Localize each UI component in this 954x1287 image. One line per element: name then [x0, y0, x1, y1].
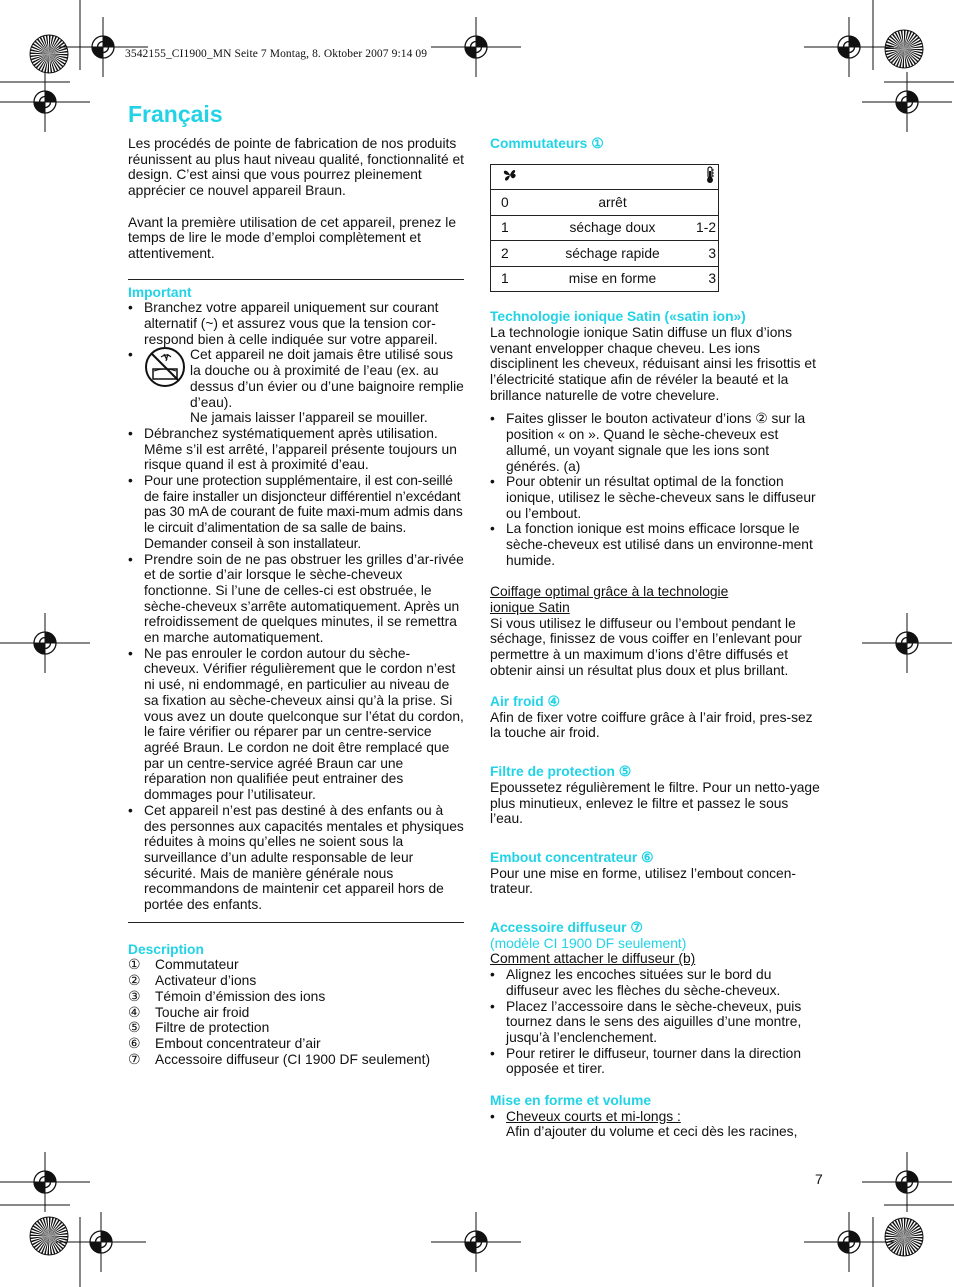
nozzle-heading: Embout concentrateur ⑥: [490, 849, 654, 865]
registration-target: [804, 1212, 894, 1272]
styling-heading: Mise en forme et volume: [490, 1092, 652, 1108]
description-item: ⑥ Embout concentrateur d’air: [128, 1035, 321, 1051]
styling-item-label: Cheveux courts et mi-longs :: [506, 1108, 681, 1124]
starburst-mark: [885, 1218, 923, 1256]
coiffage-paragraph: Si vous utilisez le diffuseur ou l’embout pendant le séchage, finissez de vous coiffer en l’enlevant pour permettre à un maximum d’ions d’être diffusés et obtenir ainsi un résultat plus doux et plus brillant.: [490, 615, 802, 678]
cold-air-heading: Air froid ④: [490, 694, 560, 710]
page-number: 7: [815, 1171, 823, 1187]
section-divider: [128, 279, 464, 280]
ion-list: [490, 411, 824, 568]
right-column: [490, 136, 824, 1140]
starburst-mark: [885, 30, 923, 68]
list-item: • Pour une protection supplémentaire, il est con-seillé de faire installer un disjoncteur différentiel n’excédant pas 30 mA de courant de fuite maxi-mum admis dans le circuit d’alimentation de sa salle de bains. Demander conseil à son installateur.: [128, 473, 464, 552]
diffuser-list: [490, 967, 824, 1077]
diffuser-heading: Accessoire diffuseur ⑦: [490, 920, 643, 936]
description-item: ⑦ Accessoire diffuseur (CI 1900 DF seulement): [128, 1051, 431, 1067]
list-item: • Alignez les encoches situées sur le bord du diffuseur avec les flèches du sèche-cheveux.: [490, 967, 824, 998]
ion-heading: Technologie ionique Satin («satin ion»): [490, 309, 746, 325]
registration-target: [431, 17, 521, 77]
list-item: • Cet appareil n’est pas destiné à des enfants ou à des personnes aux capacités mentales et physiques réduites à moins qu’elles ne soient sous la surveillance d’un adulte responsable de leur sécurité. Mais de manière générale nous recommandons de maintenir cet appareil hors de portée des enfants.: [128, 803, 464, 913]
important-list: [128, 300, 464, 912]
water-warning-note: Ne jamais laisser l’appareil se mouiller.: [190, 410, 428, 426]
switch-table-header: [491, 164, 719, 190]
list-item: • La fonction ionique est moins efficace lorsque le sèche-cheveux est utilisé dans un environne-ment humide.: [490, 521, 824, 568]
no-water-warning-icon: [144, 345, 188, 391]
description-item: ③ Témoin d’émission des ions: [128, 988, 326, 1004]
description-item: ④ Touche air froid: [128, 1004, 250, 1020]
switch-row: 1 séchage doux 1-2: [491, 215, 719, 241]
left-column: [128, 136, 464, 1067]
nozzle-paragraph: Pour une mise en forme, utilisez l’embout concen-trateur.: [490, 865, 796, 897]
description-item: ① Commutateur: [128, 957, 239, 973]
starburst-mark: [30, 1217, 68, 1255]
ion-paragraph: La technologie ionique Satin diffuse un flux d’ions venant envelopper chaque cheveu. Les ions disciplinent les cheveux, réduisant ainsi les frisottis et l’électricité statique afin de révéler la beauté et la brillance naturelle de votre chevelure.: [490, 324, 816, 403]
intro-paragraph-2: Avant la première utilisation de cet appareil, prenez le temps de lire le mode d’emploi complètement et attentivement.: [128, 214, 456, 261]
description-list: [128, 957, 464, 1067]
filter-paragraph: Epoussetez régulièrement le filtre. Pour un netto-yage plus minutieux, enlevez le filtre et passez le sous l’eau.: [490, 779, 820, 827]
filter-heading: Filtre de protection ⑤: [490, 764, 632, 780]
print-header: 3542155_CI1900_MN Seite 7 Montag, 8. Oktober 2007 9:14 09: [125, 48, 428, 60]
registration-target: [0, 72, 90, 132]
starburst-mark: [30, 35, 68, 73]
intro-paragraph-1: Les procédés de pointe de fabrication de nos produits réunissent au plus haut niveau qualité, fonctionnalité et design. C’est ainsi que vous pourrez pleinement apprécier ce nouvel appareil Braun.: [128, 136, 464, 199]
switch-row: 1 mise en forme 3: [491, 266, 719, 292]
switch-heading: Commutateurs ①: [490, 136, 604, 151]
list-item: • Ne pas enrouler le cordon autour du sèche-cheveux. Vérifier régulièrement que le cordon n’est ni usé, ni endommagé, en particulier au niveau de sa fixation au sèche-cheveux ainsi qu’à la prise. Si vous avez un doute quelconque sur l’état du cordon, le faire vérifier ou réparer par un centre-service agréé Braun. Le cordon ne doit être remplacé que par un centre-service agréé Braun car une réparation non qualifiée peut entrainer des dommages pour l’utilisateur.: [128, 646, 464, 803]
registration-target: [0, 613, 90, 673]
list-item: [490, 1109, 824, 1140]
switch-row: 0 arrêt: [491, 190, 719, 216]
coiffage-heading: Coiffage optimal grâce à la technologie ionique Satin: [490, 584, 729, 615]
switch-table: [490, 164, 719, 293]
diffuser-attach-heading: Comment attacher le diffuseur (b): [490, 951, 696, 967]
list-item: • Pour obtenir un résultat optimal de la fonction ionique, utilisez le sèche-cheveux sans le diffuseur ou l’embout.: [490, 474, 824, 521]
switch-row: 2 séchage rapide 3: [491, 241, 719, 267]
registration-target: [862, 72, 952, 132]
list-item: • Branchez votre appareil uniquement sur courant alternatif (~) et assurez vous que la tension cor-respond bien à celle indiquée sur votre appareil.: [128, 300, 464, 347]
cold-air-paragraph: Afin de fixer votre coiffure grâce à l’air froid, pres-sez la touche air froid.: [490, 709, 813, 741]
description-heading: Description: [128, 941, 204, 957]
styling-list: [490, 1109, 824, 1140]
registration-target: [0, 1152, 90, 1212]
list-item: • Placez l’accessoire dans le sèche-cheveux, puis tournez dans le sens des aiguilles d’une montre, jusqu’à l’enclenchement.: [490, 999, 824, 1046]
list-item-water-warning: [128, 347, 464, 426]
styling-item-text: Afin d’ajouter du volume et ceci dès les racines,: [506, 1124, 798, 1140]
fan-icon: [501, 167, 519, 183]
page-title: Français: [128, 101, 223, 127]
description-item: ⑤ Filtre de protection: [128, 1020, 270, 1036]
registration-target: [862, 613, 952, 673]
registration-target: [431, 1212, 521, 1272]
list-item: • Pour retirer le diffuseur, tourner dans la direction opposée et tirer.: [490, 1046, 824, 1077]
registration-target: [862, 1152, 952, 1212]
description-item: ② Activateur d’ions: [128, 973, 257, 989]
list-item: • Débranchez systématiquement après utilisation. Même s’il est arrêté, l’appareil présente toujours un risque quand il est à proximité d’eau.: [128, 426, 464, 473]
thermometer-icon: [704, 166, 716, 184]
section-divider: [128, 922, 464, 923]
water-warning-text: • Cet appareil ne doit jamais être utilisé sous la douche ou à proximité de l’eau (ex. au dessus d’un évier ou d’une baignoire remplie d’eau).: [190, 347, 464, 410]
diffuser-model-note: (modèle CI 1900 DF seulement): [490, 935, 687, 951]
list-item: • Prendre soin de ne pas obstruer les grilles d’ar-rivée et de sortie d’air lorsque le sèche-cheveux fonctionne. Si l’une de celles-ci est obstruée, le sèche-cheveux s’arrête automatiquement. Après un refroidissement de quelques minutes, il se remettra en marche automatiquement.: [128, 552, 464, 646]
important-heading: Important: [128, 284, 192, 300]
registration-target: [804, 17, 894, 77]
list-item: • Faites glisser le bouton activateur d’ions ② sur la position « on ». Quand le sèche-cheveux est allumé, un voyant signale que les ions sont générés. (a): [490, 411, 824, 474]
registration-target: [56, 1212, 146, 1272]
